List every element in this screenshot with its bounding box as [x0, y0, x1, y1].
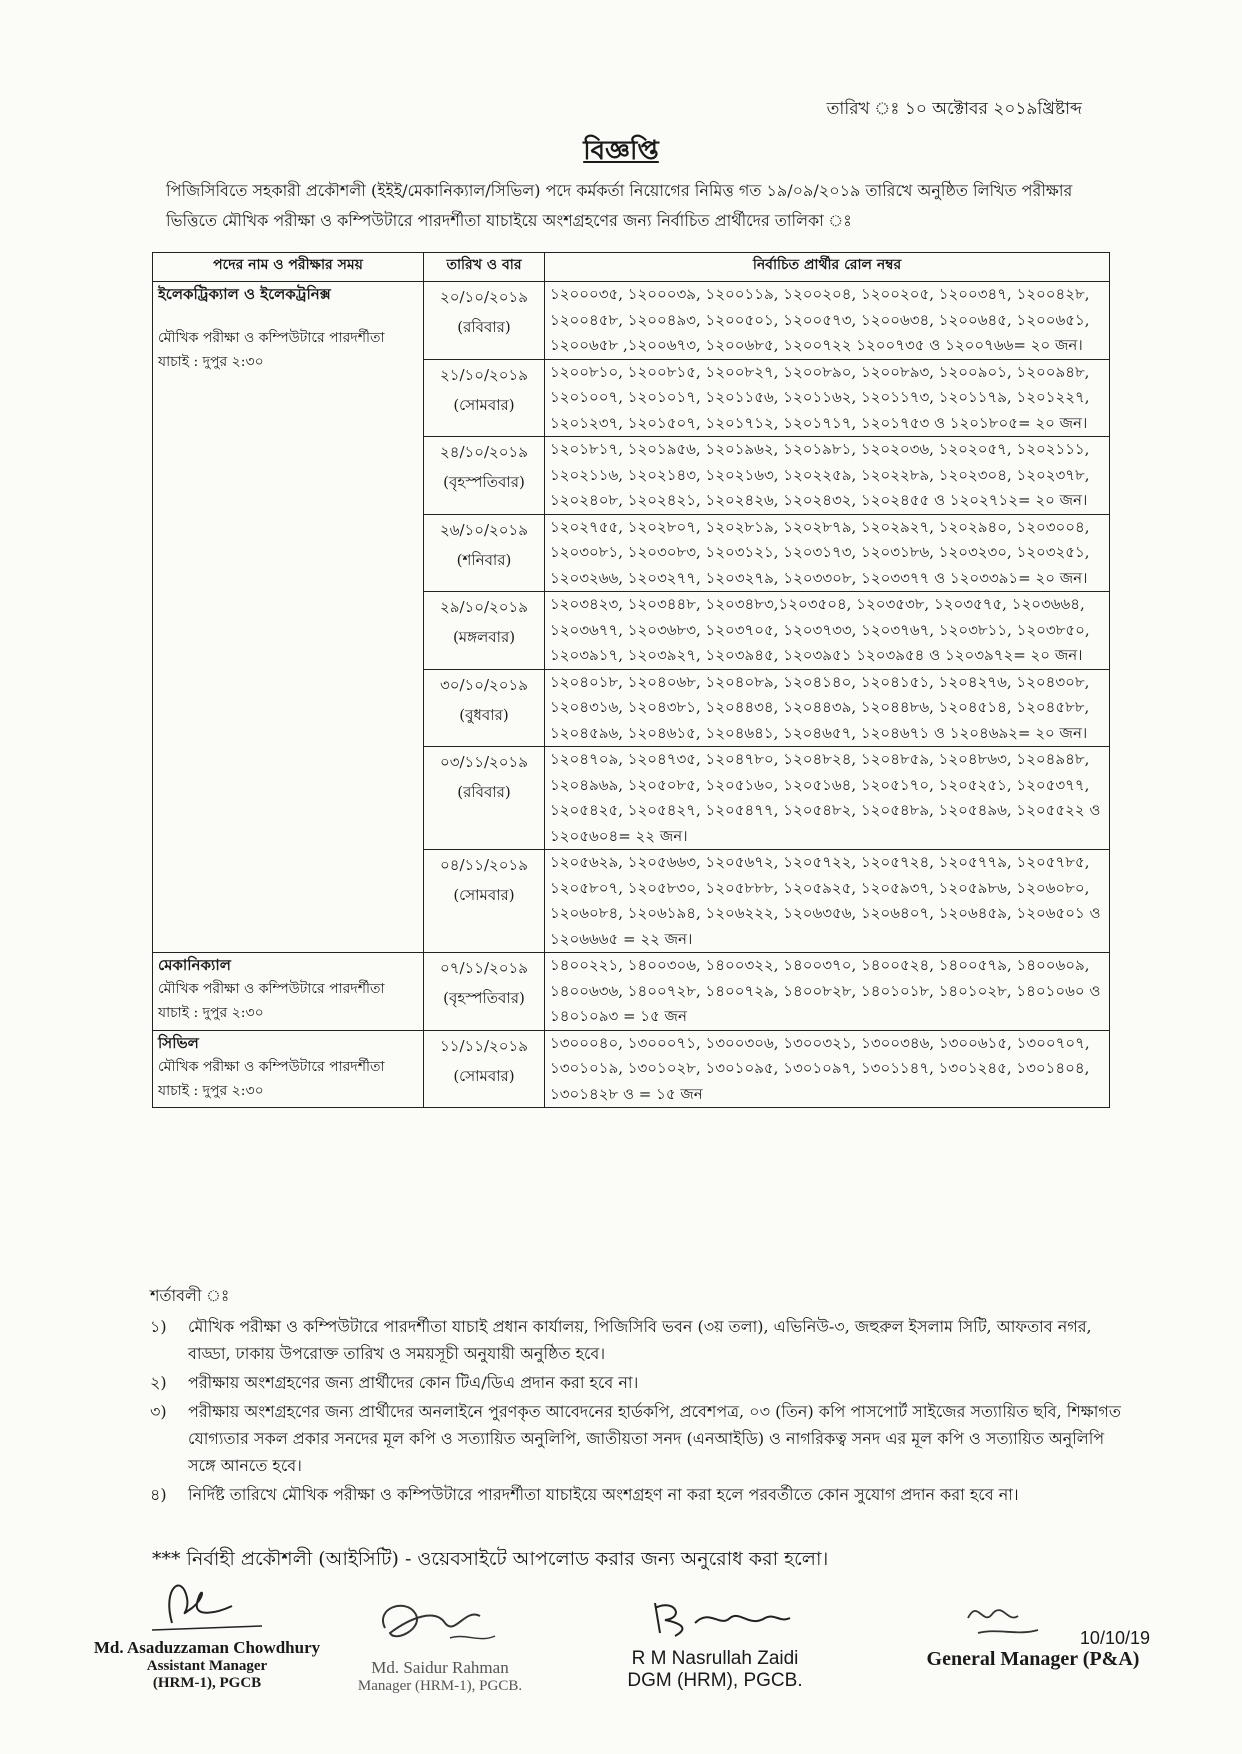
- table-row: [153, 282, 1110, 360]
- header-post: পদের নাম ও পরীক্ষার সময়: [153, 253, 424, 282]
- rolls-cell: ১২০১৮১৭, ১২০১৯৫৬, ১২০১৯৬২, ১২০১৯৮১, ১২০২০৩৬, ১২০২০৫৭, ১২০২১১১, ১২০২১১৬, ১২০২১৪৩, ১২০২১৬৩, ১২০২২৫৯, ১২০২২৮৯, ১২০২৩০৪, ১২০২৩৭৮, ১২০২৪০৮, ১২০২৪২১, ১২০২৪২৬, ১২০২৪৩২, ১২০২৪৫৫ ও ১২০২৭১২= ২০ জন।: [545, 437, 1110, 515]
- condition-number: ৩): [150, 1402, 167, 1421]
- notice-title-wrap: [0, 130, 1242, 174]
- rolls-cell: ১২০৪০১৮, ১২০৪০৬৮, ১২০৪০৮৯, ১২০৪১৪০, ১২০৪১৫১, ১২০৪২৭৬, ১২০৪৩০৮, ১২০৪৩১৬, ১২০৪৩৮১, ১২০৪৪৩৪, ১২০৪৪৩৯, ১২০৪৪৮৬, ১২০৪৫১৪, ১২০৪৫৮৮, ১২০৪৫৯৬, ১২০৪৬১৫, ১২০৪৬৪১, ১২০৪৬৫৭, ১২০৪৬৭১ ও ১২০৪৬৯২= ২০ জন।: [545, 669, 1110, 747]
- rolls-cell: ১২০৩৪২৩, ১২০৩৪৪৮, ১২০৩৪৮৩,১২০৩৫০৪, ১২০৩৫৩৮, ১২০৩৫৭৫, ১২০৩৬৬৪, ১২০৩৬৭৭, ১২০৩৬৮৩, ১২০৩৭০৫, ১২০৩৭৩৩, ১২০৩৭৬৭, ১২০৩৮১১, ১২০৩৮৫০, ১২০৩৯১৭, ১২০৩৯২৭, ১২০৩৯৪৫, ১২০৩৯৫১ ১২০৩৯৫৪ ও ১২০৩৯৭২= ২০ জন।: [545, 592, 1110, 670]
- date: ২১/১০/২০১৯: [439, 365, 529, 384]
- notice-title: বিজ্ঞপ্তি: [583, 136, 659, 166]
- post-cell-mechanical: [153, 953, 424, 1031]
- day: (রবিবার): [457, 318, 511, 336]
- condition-text: পরীক্ষায় অংশগ্রহণের জন্য প্রার্থীদের অনলাইনে পুরণকৃত আবেদনের হার্ডকপি, প্রবেশপত্র, ০৩ (তিন) কপি পাসপোর্ট সাইজের সত্যায়িত ছবি, শিক্ষাগত যোগ্যতার সকল প্রকার সনদের মূল কপি ও সত্যায়িত অনুলিপি, জাতীয়তা সনদ (এনআইডি) ও নাগরিকত্ব সনদ এর মূল কপি ও সত্যায়িত অনুলিপি সঙ্গে আনতে হবে।: [188, 1402, 1121, 1475]
- table-header-row: [153, 253, 1110, 282]
- date-cell: [424, 1030, 545, 1108]
- day: (বৃহস্পতিবার): [443, 473, 525, 491]
- condition-number: ২): [150, 1373, 167, 1392]
- signature-date: 10/10/19: [1079, 1628, 1150, 1648]
- condition-number: ১): [150, 1317, 167, 1336]
- post-time: মৌখিক পরীক্ষা ও কম্পিউটারে পারদর্শীতা যাচাই : দুপুর ২:৩০: [158, 1058, 385, 1099]
- header-date: তারিখ ও বার: [424, 253, 545, 282]
- handwritten-signature-icon: [132, 1568, 282, 1638]
- date: ৩০/১০/২০১৯: [439, 675, 529, 694]
- condition-item: [150, 1313, 1125, 1367]
- post-time: মৌখিক পরীক্ষা ও কম্পিউটারে পারদর্শীতা যাচাই : দুপুর ২:৩০: [158, 981, 385, 1021]
- signatory-role: (HRM-1), PGCB: [152, 1675, 262, 1691]
- day: (শনিবার): [456, 550, 512, 569]
- condition-text: পরীক্ষায় অংশগ্রহণের জন্য প্রার্থীদের কোন টিএ/ডিএ প্রদান করা হবে না।: [188, 1373, 639, 1392]
- signature-block-nasrullah: [590, 1588, 840, 1692]
- handwritten-signature-icon: [630, 1588, 800, 1648]
- signatory-role: Manager (HRM-1), PGCB.: [357, 1678, 523, 1694]
- signatory-role: DGM (HRM), PGCB.: [627, 1670, 803, 1691]
- notice-date: তারিখ ঃ ১০ অক্টোবর ২০১৯খ্রিষ্টাব্দ: [826, 99, 1082, 119]
- post-cell-civil: [153, 1030, 424, 1108]
- date: ২৪/১০/২০১৯: [439, 443, 529, 461]
- post-cell-eee: [153, 282, 424, 953]
- date-cell: [424, 514, 545, 592]
- post-name: মেকানিক্যাল: [158, 956, 231, 974]
- condition-text: নির্দিষ্ট তারিখে মৌখিক পরীক্ষা ও কম্পিউটারে পারদর্শীতা যাচাইয়ে অংশগ্রহণ না করা হলে পরবর্তীতে কোন সুযোগ প্রদান করা হবে না।: [188, 1485, 1019, 1504]
- date-cell: [424, 282, 545, 360]
- date-cell: [424, 359, 545, 437]
- rolls-cell: ১২০৪৭০৯, ১২০৪৭৩৫, ১২০৪৭৮০, ১২০৪৮২৪, ১২০৪৮৫৯, ১২০৪৮৬৩, ১২০৪৯৪৮, ১২০৪৯৬৯, ১২০৫০৮৫, ১২০৫১৬০, ১২০৫১৬৪, ১২০৫১৭০, ১২০৫২৫১, ১২০৫৩৭৭, ১২০৫৪২৫, ১২০৫৪২৭, ১২০৫৪৭৭, ১২০৫৪৮২, ১২০৫৪৮৯, ১২০৫৪৯৬, ১২০৫৫২২ ও ১২০৫৬০৪= ২২ জন।: [545, 747, 1110, 850]
- day: (বুধবার): [459, 705, 509, 724]
- signatory-name: Md. Saidur Rahman: [371, 1658, 509, 1677]
- condition-item: [150, 1398, 1125, 1479]
- post-time: মৌখিক পরীক্ষা ও কম্পিউটারে পারদর্শীতা যাচাই : দুপুর ২:৩০: [158, 330, 385, 370]
- signature-block-saidur: [320, 1588, 560, 1695]
- condition-item: [150, 1481, 1125, 1508]
- day: (সোমবার): [453, 886, 515, 904]
- rolls-cell: ১২০০০৩৫, ১২০০০৩৯, ১২০০১১৯, ১২০০২০৪, ১২০০২০৫, ১২০০৩৪৭, ১২০০৪২৮, ১২০০৪৫৮, ১২০০৪৯৩, ১২০০৫০১, ১২০০৫৭৩, ১২০০৬৩৪, ১২০০৬৪৫, ১২০০৬৫১, ১২০০৬৫৮ ,১২০০৬৭৩, ১২০০৬৮৫, ১২০০৭২২ ১২০০৭৩৫ ও ১২০০৭৬৬= ২০ জন।: [545, 282, 1110, 360]
- rolls-cell: ১২০০৮১০, ১২০০৮১৫, ১২০০৮২৭, ১২০০৮৯০, ১২০০৮৯৩, ১২০০৯০১, ১২০০৯৪৮, ১২০১০০৭, ১২০১০১৭, ১২০১১৫৬, ১২০১১৬২, ১২০১১৭৩, ১২০১১৭৯, ১২০১২২৭, ১২০১২৩৭, ১২০১৫০৭, ১২০১৭১২, ১২০১৭১৭, ১২০১৭৫৩ ও ১২০১৮০৫= ২০ জন।: [545, 359, 1110, 437]
- date: ২৯/১০/২০১৯: [439, 598, 529, 616]
- signatory-role: Assistant Manager: [146, 1658, 268, 1674]
- condition-text: মৌখিক পরীক্ষা ও কম্পিউটারে পারদর্শীতা যাচাই প্রধান কার্যালয়, পিজিসিবি ভবন (৩য় তলা), এভিনিউ-৩, জহুরুল ইসলাম সিটি, আফতাব নগর, বাড্ডা, ঢাকায় উপরোক্ত তারিখ ও সময়সূচী অনুযায়ী অনুষ্ঠিত হবে।: [188, 1317, 1092, 1363]
- signature-block-gm: [898, 1588, 1168, 1671]
- date: ০৪/১১/২০১৯: [439, 856, 529, 874]
- date: ০৩/১১/২০১৯: [439, 753, 529, 771]
- day: (মঙ্গলবার): [452, 628, 516, 646]
- date: ০৭/১১/২০১৯: [439, 959, 529, 977]
- date: ১১/১১/২০১৯: [439, 1036, 528, 1055]
- post-name: ইলেকট্রিক্যাল ও ইলেকট্রনিক্স: [158, 285, 331, 303]
- day: (সোমবার): [453, 1066, 515, 1085]
- signatory-name: R M Nasrullah Zaidi: [631, 1648, 799, 1669]
- rolls-cell: ১৪০০২২১, ১৪০০৩০৬, ১৪০০৩২২, ১৪০০৩৭০, ১৪০০৫২৪, ১৪০০৫৭৯, ১৪০০৬০৯, ১৪০০৬৩৬, ১৪০০৭২৮, ১৪০০৭২৯, ১৪০০৮২৮, ১৪০১০১৮, ১৪০১০২৮, ১৪০১০৬০ ও ১৪০১০৯৩ = ১৫ জন: [545, 953, 1110, 1031]
- rolls-cell: ১২০২৭৫৫, ১২০২৮০৭, ১২০২৮১৯, ১২০২৮৭৯, ১২০২৯২৭, ১২০২৯৪০, ১২০৩০০৪, ১২০৩০৮১, ১২০৩০৮৩, ১২০৩১২১, ১২০৩১৭৩, ১২০৩১৮৬, ১২০৩২৩০, ১২০৩২৫১, ১২০৩২৬৬, ১২০৩২৭৭, ১২০৩২৭৯, ১২০৩৩০৮, ১২০৩৩৭৭ ও ১২০৩৩৯১= ২০ জন।: [545, 514, 1110, 592]
- conditions-section: [150, 1282, 1125, 1510]
- table-row: [153, 1030, 1110, 1108]
- rolls-cell: ১৩০০০৪০, ১৩০০০৭১, ১৩০০৩০৬, ১৩০০৩২১, ১৩০০৩৪৬, ১৩০০৬১৫, ১৩০০৭০৭, ১৩০১০১৯, ১৩০১০২৮, ১৩০১০৯৫, ১৩০১০৯৭, ১৩০১১৪৭, ১৩০১২৪৫, ১৩০১৪০৪, ১৩০১৪২৮ ও = ১৫ জন: [545, 1030, 1110, 1108]
- roll-table: [152, 252, 1110, 1108]
- date-cell: [424, 437, 545, 515]
- table-row: [153, 953, 1110, 1031]
- date: ২০/১০/২০১৯: [439, 288, 529, 306]
- date-cell: [424, 850, 545, 953]
- day: (সোমবার): [453, 395, 515, 414]
- header-rolls: নির্বাচিত প্রার্থীর রোল নম্বর: [545, 253, 1110, 282]
- date-cell: [424, 953, 545, 1031]
- intro-paragraph: পিজিসিবিতে সহকারী প্রকৌশলী (ইইই/মেকানিক্যাল/সিভিল) পদে কর্মকর্তা নিয়োগের নিমিত্ত গত ১৯/০৯/২০১৯ তারিখে অনুষ্ঠিত লিখিত পরীক্ষার ভিত্তিতে মৌখিক পরীক্ষা ও কম্পিউটারে পারদর্শীতা যাচাইয়ে অংশগ্রহণের জন্য নির্বাচিত প্রার্থীদের তালিকা ঃ: [166, 181, 1073, 230]
- footnote: *** নির্বাহী প্রকৌশলী (আইসিটি) - ওয়েবসাইটে আপলোড করার জন্য অনুরোধ করা হলো।: [152, 1548, 829, 1570]
- conditions-heading: শর্তাবলী ঃ: [150, 1286, 230, 1305]
- date: ২৬/১০/২০১৯: [439, 520, 529, 539]
- handwritten-signature-icon: [355, 1588, 525, 1658]
- date-cell: [424, 592, 545, 670]
- signatory-name: Md. Asaduzzaman Chowdhury: [93, 1638, 321, 1657]
- signature-block-asaduzzaman: [92, 1568, 322, 1692]
- date-cell: [424, 747, 545, 850]
- condition-item: [150, 1369, 1125, 1396]
- post-name: সিভিল: [158, 1033, 199, 1052]
- condition-number: ৪): [150, 1485, 167, 1504]
- rolls-cell: ১২০৫৬২৯, ১২০৫৬৬৩, ১২০৫৬৭২, ১২০৫৭২২, ১২০৫৭২৪, ১২০৫৭৭৯, ১২০৫৭৮৫, ১২০৫৮০৭, ১২০৫৮৩০, ১২০৫৮৮৮, ১২০৫৯২৫, ১২০৫৯৩৭, ১২০৫৯৮৬, ১২০৬০৮০, ১২০৬০৮৪, ১২০৬১৯৪, ১২০৬২২২, ১২০৬৩৫৬, ১২০৬৪০৭, ১২০৬৪৫৯, ১২০৬৫০১ ও ১২০৬৬৬৫ = ২২ জন।: [545, 850, 1110, 953]
- day: (রবিবার): [457, 783, 511, 801]
- date-cell: [424, 669, 545, 747]
- day: (বৃহস্পতিবার): [443, 989, 525, 1007]
- signatory-name: General Manager (P&A): [926, 1648, 1140, 1670]
